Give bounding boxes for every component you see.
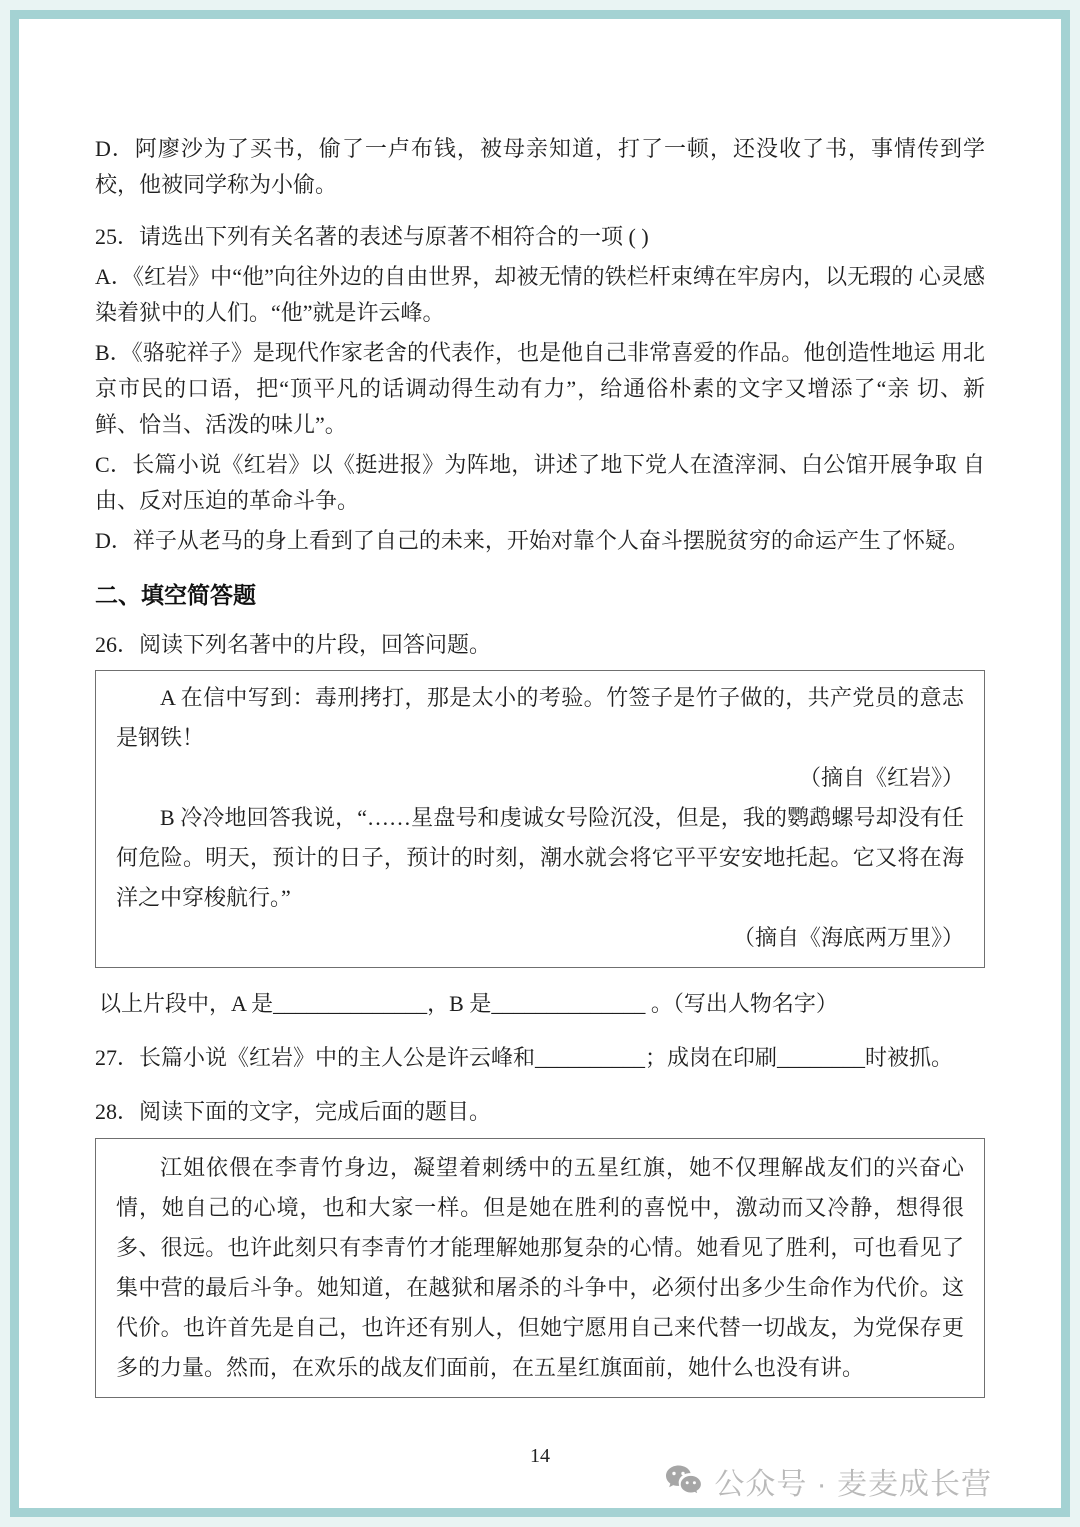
quote-a-text: A 在信中写到：毒刑拷打，那是太小的考验。竹签子是竹子做的，共产党员的意志是钢铁！ [116,685,964,750]
document-content [19,19,1061,1398]
quote-a-source: （摘自《红岩》） [798,765,964,790]
page-number: 14 [530,1445,550,1467]
question-27-stem: 27．长篇小说《红岩》中的主人公是许云峰和__________；成岗在印刷________时被抓。 [95,1045,954,1070]
page-frame [10,10,1070,1517]
question-26-quote-box [95,670,985,968]
question-28-stem: 28．阅读下面的文字，完成后面的题目。 [95,1099,492,1124]
question-25-option-a: A．《红岩》中“他”向往外边的自由世界，却被无情的铁栏杆束缚在牢房内，以无瑕的 心灵感染着狱中的人们。“他”就是许云峰。 [95,264,985,325]
question-26-stem: 26．阅读下列名著中的片段，回答问题。 [95,632,492,657]
question-24-option-d: D．阿廖沙为了买书，偷了一卢布钱，被母亲知道，打了一顿，还没收了书，事情传到学校，他被同学称为小偷。 [95,136,985,197]
wechat-icon [664,1463,704,1499]
question-26-answer-line: 以上片段中，A 是______________，B 是______________ 。（写出人物名字） [99,991,838,1016]
question-25-option-c: C．长篇小说《红岩》以《挺进报》为阵地，讲述了地下党人在渣滓洞、白公馆开展争取 自由、反对压迫的革命斗争。 [95,452,985,513]
quote-b-source: （摘自《海底两万里》） [732,925,964,950]
question-25-option-d: D．祥子从老马的身上看到了自己的未来，开始对靠个人奋斗摆脱贫穷的命运产生了怀疑。 [95,528,969,553]
quote-b-text: B 冷冷地回答我说，“……星盘号和虔诚女号险沉没，但是，我的鹦鹉螺号却没有任何危险。明天，预计的日子，预计的时刻，潮水就会将它平平安安地托起。它又将在海洋之中穿梭航行。” [116,805,964,910]
question-25-option-b: B．《骆驼祥子》是现代作家老舍的代表作，也是他自己非常喜爱的作品。他创造性地运 用北京市民的口语，把“顶平凡的话调动得生动有力”，给通俗朴素的文字又增添了“亲 切、新鲜、恰当、活泼的味儿”。 [95,340,985,437]
question-28-passage-box [95,1138,985,1398]
watermark [664,1459,992,1503]
watermark-text: 公众号 · 麦麦成长营 [714,1468,992,1501]
section-2-title: 二、填空简答题 [95,582,256,608]
question-25-stem: 25．请选出下列有关名著的表述与原著不相符合的一项 ( ) [95,224,649,249]
question-28-passage: 江姐依偎在李青竹身边，凝望着刺绣中的五星红旗，她不仅理解战友们的兴奋心情，她自己的心境，也和大家一样。但是她在胜利的喜悦中，激动而又冷静，想得很多、很远。也许此刻只有李青竹才能理解她那复杂的心情。她看见了胜利，可也看见了集中营的最后斗争。她知道，在越狱和屠杀的斗争中，必须付出多少生命作为代价。这代价。也许首先是自己，也许还有别人，但她宁愿用自己来代替一切战友，为党保存更多的力量。然而，在欢乐的战友们面前，在五星红旗面前，她什么也没有讲。 [116,1155,964,1380]
